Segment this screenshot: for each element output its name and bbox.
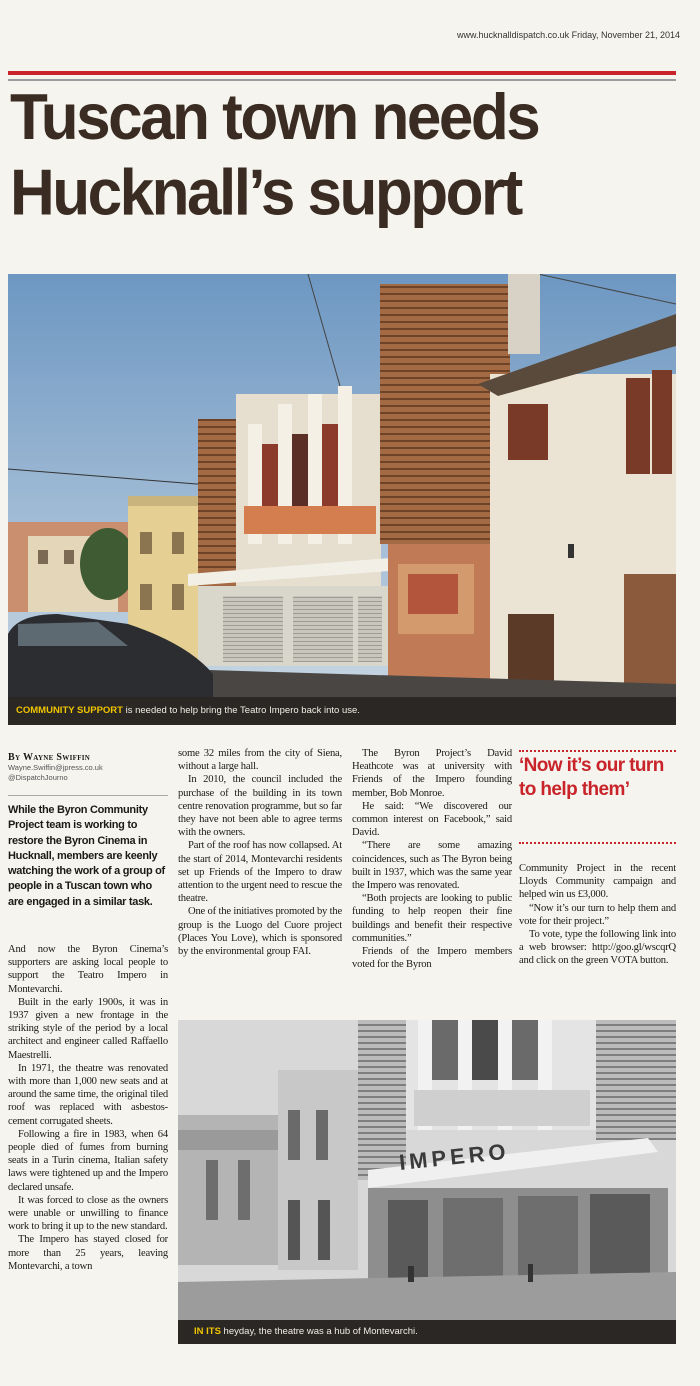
impero-sign-text: IMPERO <box>397 1138 511 1175</box>
paragraph: The Impero has stayed closed for more than 25 years, leaving Montevarchi, a town <box>8 1234 168 1272</box>
paragraph: “Now it’s our turn to help them and vote for their project.” <box>519 902 676 927</box>
paragraph: Friends of the Impero members voted for the Byron <box>352 946 512 971</box>
pullquote-bottom-rule <box>519 842 676 844</box>
masthead-site-date: www.hucknalldispatch.co.uk Friday, November 21, 2014 <box>457 30 680 40</box>
paragraph: In 2010, the council included the purchase of the building in its town centre renovation programme, but so far they have not been able to agree terms with the owners. <box>178 774 342 839</box>
byline-name: By Wayne Swiffin <box>8 752 91 763</box>
paragraph: One of the initiatives promoted by the group is the Luogo del Cuore project (Places You Love), which is sponsored by the environmental group FAI. <box>178 906 342 958</box>
photo-caption-bottom <box>178 1320 676 1344</box>
body-column-3 <box>352 747 512 1012</box>
paragraph: To vote, type the following link into a web browser: http://goo.gl/wsсqrQ and click on the green VOTA button. <box>519 929 676 967</box>
pullquote: ‘Now it’s our turn to help them’ <box>519 755 664 800</box>
paragraph: Built in the early 1900s, it was in 1937 given a new frontage in the striking style of the period by a local architect and engineer called Raffaello Maestrelli. <box>8 996 168 1061</box>
paragraph: And now the Byron Cinema’s supporters are asking local people to support the Teatro Impero in Montevarchi. <box>8 944 168 995</box>
paragraph: Community Project in the recent Lloyds Community campaign and helped win us £3,000. <box>519 863 676 901</box>
byline <box>8 752 168 783</box>
theatre-street-photo <box>8 274 676 698</box>
headline <box>10 80 690 231</box>
paragraph: “There are some amazing coincidences, such as The Byron being built in 1937, which was the same year the Impero was renovated. <box>352 840 512 892</box>
caption-text: heyday, the theatre was a hub of Montevarchi. <box>220 1326 418 1337</box>
paragraph: The Byron Project’s David Heathcote was at university with Friends of the Impero founding member, Bob Monroe. <box>352 748 512 799</box>
paragraph: Following a fire in 1983, when 64 people died of fumes from burning seats in a Turin cinema, Italian safety laws were tightened up and the Impero declared unsafe. <box>8 1128 168 1193</box>
byline-email: Wayne.Swiffin@jpress.co.uk <box>8 763 103 772</box>
photo-caption-top <box>8 697 676 725</box>
paragraph: “Both projects are looking to public funding to help reopen their fine buildings and benefit their respective communities.” <box>352 893 512 944</box>
paragraph: He said: “We discovered our common interest on Facebook,” said David. <box>352 800 512 839</box>
lead-paragraph: While the Byron Community Project team is working to restore the Byron Cinema in Hucknall, members are keenly watching the work of a group of people in a Tuscan town who are engaged in a similar task. <box>8 804 165 908</box>
paragraph: Part of the roof has now collapsed. At the start of 2014, Montevarchi residents set up Friends of the Impero to draw attention to the urgent need to rescue the theatre. <box>178 840 342 905</box>
headline-line-1: Tuscan town needs <box>10 81 539 154</box>
paragraph: It was forced to close as the owners were unable or unwilling to finance work to bring it up to the new standard. <box>8 1194 168 1233</box>
headline-line-2: Hucknall’s support <box>10 156 521 230</box>
masthead-red-rule <box>8 71 676 75</box>
body-column-2 <box>178 747 342 1012</box>
caption-keyword: COMMUNITY SUPPORT <box>16 705 123 716</box>
body-column-4 <box>519 862 676 1012</box>
body-column-1 <box>8 943 168 1383</box>
paragraph: In 1971, the theatre was renovated with more than 1,000 new seats and at around the same time, the original tiled roof was replaced with asbestos-cement corrugated sheets. <box>8 1062 168 1127</box>
historic-theatre-photo <box>178 1020 676 1320</box>
paragraph: some 32 miles from the city of Siena, without a large hall. <box>178 748 342 773</box>
byline-twitter: @DispatchJourno <box>8 773 68 782</box>
caption-text: is needed to help bring the Teatro Impero back into use. <box>122 705 360 716</box>
pullquote-top-rule <box>519 750 676 752</box>
byline-divider <box>8 795 168 796</box>
caption-keyword: IN ITS <box>194 1326 221 1337</box>
